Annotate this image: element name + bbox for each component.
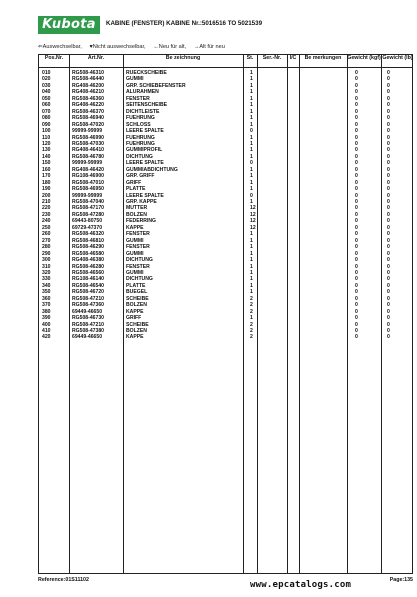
cell-art: RG508-46720 (72, 289, 105, 296)
cell-qty: 0 (250, 192, 253, 199)
cell-pos: 160 (42, 166, 51, 173)
col-header-qty: St. (246, 55, 254, 61)
cell-qty: 1 (250, 134, 253, 141)
cell-art: 69449-46650 (72, 334, 103, 341)
cell-pos: 080 (42, 115, 51, 122)
cell-qty: 1 (250, 115, 253, 122)
cell-qty: 1 (250, 95, 253, 102)
cell-pos: 350 (42, 289, 51, 296)
cell-kg: 0 (355, 179, 358, 186)
cell-desc: SEITENSCHEIBE (126, 102, 168, 109)
cell-qty: 1 (250, 269, 253, 276)
cell-pos: 400 (42, 321, 51, 328)
cell-kg: 0 (355, 140, 358, 147)
cell-qty: 1 (250, 153, 253, 160)
cell-desc: PLATTE (126, 186, 146, 193)
cell-kg: 0 (355, 89, 358, 96)
col-header-ic: I/C (289, 55, 297, 61)
cell-qty: 1 (250, 147, 253, 154)
cell-art: RG508-47030 (72, 140, 105, 147)
cell-art: RG408-46420 (72, 166, 105, 173)
cell-lb: 0 (387, 76, 390, 83)
cell-desc: BOLZEN (126, 302, 147, 309)
cell-desc: SCHLOSS (126, 121, 151, 128)
cell-kg: 0 (355, 289, 358, 296)
cell-lb: 0 (387, 211, 390, 218)
cell-desc: FUEHRUNG (126, 134, 155, 141)
cell-qty: 1 (250, 257, 253, 264)
cell-lb: 0 (387, 244, 390, 251)
cell-desc: FENSTER (126, 244, 150, 251)
cell-art: RG408-46410 (72, 147, 105, 154)
cell-art: RG508-47020 (72, 121, 105, 128)
cell-qty: 1 (250, 173, 253, 180)
cell-pos: 020 (42, 76, 51, 83)
cell-art: 99999-99999 (72, 192, 103, 199)
cell-qty: 2 (250, 302, 253, 309)
cell-qty: 12 (250, 211, 256, 218)
cell-pos: 060 (42, 102, 51, 109)
parts-table (38, 54, 413, 574)
cell-desc: BUEGEL (126, 289, 148, 296)
cell-qty: 1 (250, 102, 253, 109)
cell-qty: 1 (250, 315, 253, 322)
cell-kg: 0 (355, 282, 358, 289)
cell-pos: 200 (42, 192, 51, 199)
cell-pos: 190 (42, 186, 51, 193)
cell-pos: 420 (42, 334, 51, 341)
cell-art: RG508-47210 (72, 321, 105, 328)
cell-art: RG508-46730 (72, 315, 105, 322)
cell-qty: 1 (250, 82, 253, 89)
cell-desc: DICHTUNG (126, 276, 153, 283)
cell-kg: 0 (355, 186, 358, 193)
cell-desc: GUMMI (126, 76, 144, 83)
cell-art: RG408-46220 (72, 102, 105, 109)
cell-desc: GRP. SCHIEBEFENSTER (126, 82, 186, 89)
legend-item: →Alt für neu (193, 44, 225, 50)
cell-kg: 0 (355, 237, 358, 244)
cell-kg: 0 (355, 244, 358, 251)
cell-art: 69449-46650 (72, 308, 103, 315)
cell-art: RG508-46580 (72, 250, 105, 257)
cell-desc: GUMMI (126, 269, 144, 276)
cell-art: RG108-46900 (72, 173, 105, 180)
cell-pos: 030 (42, 82, 51, 89)
cell-pos: 010 (42, 70, 51, 76)
cell-qty: 1 (250, 166, 253, 173)
cell-pos: 230 (42, 211, 51, 218)
cell-desc: RUECKSCHEIBE (126, 70, 167, 76)
cell-art: RG508-46280 (72, 263, 105, 270)
cell-qty: 1 (250, 276, 253, 283)
cell-kg: 0 (355, 263, 358, 270)
cell-pos: 390 (42, 315, 51, 322)
col-header-remarks: Be merkungen (304, 55, 342, 61)
page-number: Page:135 (389, 577, 413, 583)
cell-lb: 0 (387, 70, 390, 76)
cell-art: RG508-46290 (72, 244, 105, 251)
cell-art: RG408-46200 (72, 82, 105, 89)
cell-qty: 1 (250, 231, 253, 238)
cell-qty: 1 (250, 70, 253, 76)
cell-lb: 0 (387, 128, 390, 135)
cell-kg: 0 (355, 166, 358, 173)
cell-kg: 0 (355, 95, 358, 102)
cell-qty: 12 (250, 218, 256, 225)
cell-pos: 380 (42, 308, 51, 315)
cell-pos: 070 (42, 108, 51, 115)
cell-kg: 0 (355, 70, 358, 76)
cell-art: RG508-46810 (72, 237, 105, 244)
cell-desc: GRIFF (126, 315, 142, 322)
cell-lb: 0 (387, 115, 390, 122)
cell-art: RG508-47010 (72, 179, 105, 186)
cell-pos: 320 (42, 269, 51, 276)
cell-art: RG508-46320 (72, 231, 105, 238)
cell-art: RG508-47040 (72, 199, 105, 205)
cell-art: RG508-47380 (72, 328, 105, 334)
legend-item: ♥Nicht auswechselbar, (89, 44, 146, 50)
cell-pos: 040 (42, 89, 51, 96)
cell-desc: SCHEIBE (126, 295, 149, 302)
cell-desc: KAPPE (126, 224, 144, 231)
page-title: KABINE (FENSTER) KABINE Nr.:5016516 TO 5021539 (106, 20, 263, 27)
cell-lb: 0 (387, 121, 390, 128)
cell-desc: DICHTUNG (126, 153, 153, 160)
cell-qty: 1 (250, 250, 253, 257)
cell-kg: 0 (355, 328, 358, 334)
col-header-pos: Pos.Nr. (44, 55, 64, 61)
cell-lb: 0 (387, 315, 390, 322)
cell-kg: 0 (355, 224, 358, 231)
cell-pos: 330 (42, 276, 51, 283)
cell-kg: 0 (355, 308, 358, 315)
cell-pos: 360 (42, 295, 51, 302)
cell-desc: GUMMI (126, 237, 144, 244)
col-header-art: Art.Nr. (87, 55, 105, 61)
cell-pos: 150 (42, 160, 51, 167)
cell-kg: 0 (355, 128, 358, 135)
cell-qty: 1 (250, 179, 253, 186)
col-header-serial: Ser.-Nr. (262, 55, 282, 61)
cell-pos: 140 (42, 153, 51, 160)
cell-lb: 0 (387, 186, 390, 193)
cell-art: 69443-80750 (72, 218, 103, 225)
cell-pos: 050 (42, 95, 51, 102)
cell-lb: 0 (387, 134, 390, 141)
cell-desc: FENSTER (126, 231, 150, 238)
cell-lb: 0 (387, 328, 390, 334)
cell-qty: 1 (250, 289, 253, 296)
cell-desc: KAPPE (126, 334, 144, 341)
cell-art: RG508-46440 (72, 76, 105, 83)
cell-lb: 0 (387, 160, 390, 167)
cell-lb: 0 (387, 153, 390, 160)
cell-art: RG508-46940 (72, 115, 105, 122)
cell-desc: DICHTLEISTE (126, 108, 160, 115)
cell-pos: 370 (42, 302, 51, 309)
cell-kg: 0 (355, 315, 358, 322)
cell-art: RG408-46380 (72, 257, 105, 264)
cell-lb: 0 (387, 269, 390, 276)
cell-qty: 2 (250, 328, 253, 334)
cell-desc: KAPPE (126, 308, 144, 315)
cell-kg: 0 (355, 173, 358, 180)
cell-art: 99999-99999 (72, 128, 103, 135)
cell-lb: 0 (387, 282, 390, 289)
cell-kg: 0 (355, 269, 358, 276)
cell-kg: 0 (355, 147, 358, 154)
cell-kg: 0 (355, 76, 358, 83)
cell-qty: 1 (250, 89, 253, 96)
cell-qty: 1 (250, 244, 253, 251)
cell-desc: FUEHRUNG (126, 140, 155, 147)
cell-art: RG508-47280 (72, 211, 105, 218)
cell-lb: 0 (387, 302, 390, 309)
cell-qty: 12 (250, 224, 256, 231)
cell-lb: 0 (387, 224, 390, 231)
cell-qty: 2 (250, 321, 253, 328)
cell-kg: 0 (355, 218, 358, 225)
cell-kg: 0 (355, 211, 358, 218)
cell-lb: 0 (387, 82, 390, 89)
watermark: www.epcatalogs.com (250, 580, 352, 590)
cell-pos: 100 (42, 128, 51, 135)
cell-kg: 0 (355, 302, 358, 309)
cell-qty: 0 (250, 128, 253, 135)
col-header-lb: Gewicht (lb) (382, 55, 413, 61)
cell-kg: 0 (355, 102, 358, 109)
header-divider (39, 67, 412, 68)
cell-kg: 0 (355, 153, 358, 160)
legend (38, 44, 231, 50)
cell-pos: 210 (42, 199, 51, 205)
cell-lb: 0 (387, 102, 390, 109)
cell-desc: SCHEIBE (126, 321, 149, 328)
cell-lb: 0 (387, 308, 390, 315)
cell-pos: 290 (42, 250, 51, 257)
cell-pos: 170 (42, 173, 51, 180)
cell-art: 69729-47370 (72, 224, 103, 231)
cell-art: 99999-99999 (72, 160, 103, 167)
cell-desc: DICHTUNG (126, 257, 153, 264)
cell-pos: 110 (42, 134, 51, 141)
cell-desc: FEDERRING (126, 218, 156, 225)
cell-art: RG508-46370 (72, 108, 105, 115)
cell-lb: 0 (387, 334, 390, 341)
cell-pos: 270 (42, 237, 51, 244)
cell-art: RG108-46140 (72, 276, 105, 283)
cell-qty: 2 (250, 295, 253, 302)
cell-kg: 0 (355, 134, 358, 141)
cell-pos: 410 (42, 328, 51, 334)
cell-desc: GRIFF (126, 179, 142, 186)
cell-pos: 280 (42, 244, 51, 251)
cell-kg: 0 (355, 192, 358, 199)
cell-pos: 300 (42, 257, 51, 264)
cell-art: RG508-46540 (72, 282, 105, 289)
cell-desc: GUMMIABDICHTUNG (126, 166, 178, 173)
cell-qty: 1 (250, 282, 253, 289)
cell-desc: FENSTER (126, 95, 150, 102)
cell-pos: 180 (42, 179, 51, 186)
cell-qty: 12 (250, 205, 256, 212)
cell-desc: BOLZEN (126, 211, 147, 218)
cell-desc: BOLZEN (126, 328, 147, 334)
cell-lb: 0 (387, 108, 390, 115)
cell-kg: 0 (355, 205, 358, 212)
cell-qty: 1 (250, 121, 253, 128)
cell-art: RG508-46990 (72, 134, 105, 141)
cell-pos: 250 (42, 224, 51, 231)
cell-kg: 0 (355, 295, 358, 302)
cell-lb: 0 (387, 192, 390, 199)
cell-lb: 0 (387, 205, 390, 212)
cell-desc: GUMMI (126, 250, 144, 257)
cell-pos: 240 (42, 218, 51, 225)
cell-desc: LEERE SPALTE (126, 160, 164, 167)
cell-desc: FENSTER (126, 263, 150, 270)
cell-desc: GRP. KAPPE (126, 199, 157, 205)
cell-art: RG508-46950 (72, 186, 105, 193)
cell-lb: 0 (387, 231, 390, 238)
cell-art: RG508-46560 (72, 269, 105, 276)
cell-kg: 0 (355, 321, 358, 328)
cell-pos: 220 (42, 205, 51, 212)
cell-lb: 0 (387, 250, 390, 257)
cell-lb: 0 (387, 179, 390, 186)
cell-pos: 310 (42, 263, 51, 270)
cell-art: RG508-46780 (72, 153, 105, 160)
cell-lb: 0 (387, 263, 390, 270)
cell-qty: 1 (250, 237, 253, 244)
reference-number: Reference:01S11102 (38, 577, 89, 583)
cell-art: RG508-46360 (72, 95, 105, 102)
cell-art: RG508-47210 (72, 295, 105, 302)
cell-qty: 1 (250, 186, 253, 193)
cell-desc: LEERE SPALTE (126, 128, 164, 135)
cell-pos: 260 (42, 231, 51, 238)
cell-pos: 130 (42, 147, 51, 154)
cell-desc: GRP. GRIFF (126, 173, 155, 180)
cell-pos: 090 (42, 121, 51, 128)
cell-kg: 0 (355, 231, 358, 238)
cell-pos: 120 (42, 140, 51, 147)
cell-art: RG508-46310 (72, 70, 105, 76)
cell-kg: 0 (355, 82, 358, 89)
cell-desc: PLATTE (126, 282, 146, 289)
cell-art: RG508-47360 (72, 302, 105, 309)
cell-lb: 0 (387, 295, 390, 302)
cell-pos: 340 (42, 282, 51, 289)
cell-lb: 0 (387, 289, 390, 296)
cell-lb: 0 (387, 147, 390, 154)
cell-qty: 1 (250, 140, 253, 147)
cell-lb: 0 (387, 140, 390, 147)
cell-kg: 0 (355, 334, 358, 341)
legend-item: ⇐Auswechselbar, (38, 44, 82, 50)
cell-lb: 0 (387, 321, 390, 328)
cell-desc: ALURAHMEN (126, 89, 159, 96)
cell-qty: 0 (250, 160, 253, 167)
cell-art: RG508-47170 (72, 205, 105, 212)
cell-lb: 0 (387, 173, 390, 180)
legend-item: ←Neu für alt, (153, 44, 187, 50)
cell-qty: 2 (250, 334, 253, 341)
col-header-desc: Be zeichnung (165, 55, 201, 61)
cell-qty: 1 (250, 199, 253, 205)
cell-lb: 0 (387, 237, 390, 244)
kubota-logo: Kubota (38, 16, 100, 34)
cell-art: RG408-46210 (72, 89, 105, 96)
cell-kg: 0 (355, 121, 358, 128)
cell-desc: MUTTER (126, 205, 148, 212)
cell-desc: GUMMIPROFIL (126, 147, 163, 154)
cell-kg: 0 (355, 199, 358, 205)
cell-kg: 0 (355, 160, 358, 167)
cell-desc: FUEHRUNG (126, 115, 155, 122)
cell-lb: 0 (387, 166, 390, 173)
cell-lb: 0 (387, 89, 390, 96)
cell-lb: 0 (387, 218, 390, 225)
cell-kg: 0 (355, 115, 358, 122)
table-row (39, 334, 412, 340)
cell-kg: 0 (355, 257, 358, 264)
cell-qty: 1 (250, 263, 253, 270)
cell-qty: 2 (250, 308, 253, 315)
cell-kg: 0 (355, 250, 358, 257)
cell-lb: 0 (387, 257, 390, 264)
cell-desc: LEERE SPALTE (126, 192, 164, 199)
cell-lb: 0 (387, 95, 390, 102)
cell-kg: 0 (355, 108, 358, 115)
cell-lb: 0 (387, 199, 390, 205)
cell-lb: 0 (387, 276, 390, 283)
col-header-kg: Gewicht (kgf) (347, 55, 381, 61)
cell-qty: 1 (250, 108, 253, 115)
cell-qty: 1 (250, 76, 253, 83)
cell-kg: 0 (355, 276, 358, 283)
